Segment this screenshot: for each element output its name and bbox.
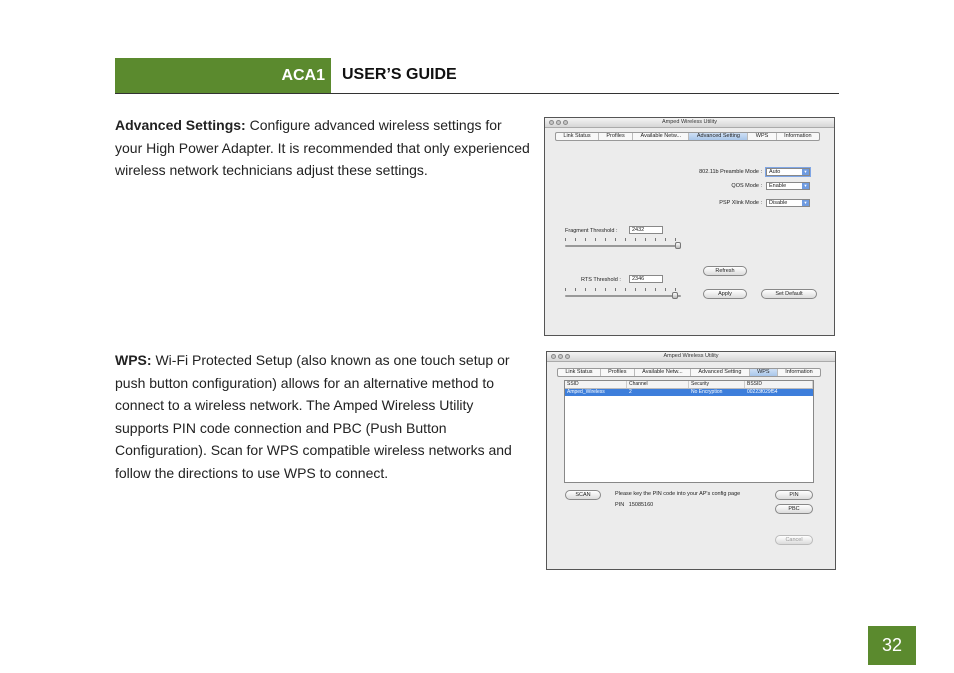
cell-bssid: 00223f029f54 — [747, 389, 778, 395]
slider-ticks — [565, 238, 681, 241]
window-titlebar — [545, 118, 834, 128]
column-ssid[interactable]: SSID — [565, 381, 627, 388]
fragment-threshold-input[interactable]: 2432 — [629, 226, 663, 234]
tab-profiles[interactable]: Profiles — [601, 369, 635, 376]
wps-heading: WPS: — [115, 352, 152, 368]
slider-track — [565, 295, 681, 297]
pin-code-value: 15085160 — [628, 502, 654, 508]
tab-information[interactable]: Information — [784, 133, 812, 139]
apply-button[interactable]: Apply — [703, 289, 747, 299]
set-default-button[interactable]: Set Default — [761, 289, 817, 299]
tab-advanced-setting[interactable]: Advanced Setting — [689, 133, 748, 140]
window-titlebar — [547, 352, 835, 362]
pin-code-label: PIN — [615, 502, 625, 508]
rts-threshold-slider[interactable] — [565, 288, 681, 300]
advanced-settings-body: Configure advanced wireless settings for your High Power Adapter. It is recommended that only experienced wireless network technicians adjust these settings. — [115, 117, 530, 179]
tab-available-netw[interactable]: Available Netw... — [633, 133, 689, 140]
tab-wps[interactable]: WPS — [748, 133, 776, 140]
page-number: 32 — [868, 626, 916, 665]
minimize-dot-icon[interactable] — [558, 354, 563, 359]
minimize-dot-icon[interactable] — [556, 120, 561, 125]
zoom-dot-icon[interactable] — [565, 354, 570, 359]
window-controls — [549, 120, 568, 125]
psp-value: Disable — [769, 200, 788, 206]
cell-ssid: Amped_Wireless — [567, 389, 605, 395]
tab-wps[interactable]: WPS — [750, 369, 778, 376]
wps-paragraph — [115, 349, 530, 485]
wps-network-list[interactable] — [564, 380, 814, 483]
slider-track — [565, 245, 681, 247]
tab-information[interactable]: Information — [785, 369, 813, 375]
dropdown-arrow-icon: ▼ — [803, 183, 808, 188]
scan-button[interactable]: SCAN — [565, 490, 601, 500]
refresh-button[interactable]: Refresh — [703, 266, 747, 276]
list-header — [565, 381, 813, 389]
rts-threshold-input[interactable]: 2346 — [629, 275, 663, 283]
advanced-settings-heading: Advanced Settings: — [115, 117, 246, 133]
column-security[interactable]: Security — [689, 381, 745, 388]
preamble-value: Auto — [769, 169, 781, 175]
dropdown-arrow-icon: ▼ — [803, 200, 808, 205]
pin-button[interactable]: PIN — [775, 490, 813, 500]
psp-label: PSP Xlink Mode : — [719, 200, 762, 206]
advanced-settings-paragraph — [115, 114, 530, 182]
qos-value: Enable — [769, 183, 787, 189]
column-bssid[interactable]: BSSID — [745, 381, 813, 388]
tab-bar — [555, 132, 820, 141]
qos-label: QOS Mode : — [731, 183, 762, 189]
close-dot-icon[interactable] — [549, 120, 554, 125]
window-controls — [551, 354, 570, 359]
cancel-button[interactable]: Cancel — [775, 535, 813, 545]
zoom-dot-icon[interactable] — [563, 120, 568, 125]
pbc-button[interactable]: PBC — [775, 504, 813, 514]
pin-instructions: Please key the PIN code into your AP's config page — [615, 491, 741, 497]
dropdown-arrow-icon: ▼ — [803, 169, 808, 174]
slider-knob[interactable] — [672, 292, 678, 299]
table-row[interactable] — [565, 389, 813, 396]
window-title: Amped Wireless Utility — [661, 119, 717, 125]
wps-screenshot — [546, 351, 836, 570]
advanced-setting-screenshot — [544, 117, 835, 336]
tab-bar — [557, 368, 821, 377]
tab-profiles[interactable]: Profiles — [599, 133, 633, 140]
tab-advanced-setting[interactable]: Advanced Setting — [691, 369, 750, 376]
slider-knob[interactable] — [675, 242, 681, 249]
fragment-threshold-label: Fragment Threshold : — [565, 228, 618, 234]
cell-security: No Encryption — [691, 389, 723, 395]
header-product-band — [115, 58, 331, 93]
tab-link-status[interactable]: Link Status — [556, 133, 599, 140]
preamble-label: 802.11b Preamble Mode : — [699, 169, 762, 175]
cell-channel: 2 — [629, 389, 632, 395]
header-title: USER’S GUIDE — [342, 66, 457, 83]
tab-available-netw[interactable]: Available Netw... — [635, 369, 691, 376]
psp-select[interactable] — [766, 199, 810, 207]
close-dot-icon[interactable] — [551, 354, 556, 359]
slider-ticks — [565, 288, 681, 291]
pin-code-row — [615, 502, 653, 508]
header-divider — [115, 93, 839, 94]
preamble-select[interactable] — [766, 168, 810, 176]
tab-link-status[interactable]: Link Status — [558, 369, 601, 376]
column-channel[interactable]: Channel — [627, 381, 689, 388]
qos-select[interactable] — [766, 182, 810, 190]
fragment-threshold-slider[interactable] — [565, 238, 681, 250]
rts-threshold-label: RTS Threshold : — [581, 277, 621, 283]
header-product: ACA1 — [281, 66, 325, 84]
wps-body: Wi-Fi Protected Setup (also known as one touch setup or push button configuration) allows for an alternative method to connect to a wireless network. The Amped Wireless Utility supports PIN code connection and PBC (Push Button Configuration). Scan for WPS compatible wireless networks and follow the directions to use WPS to connect. — [115, 352, 512, 481]
window-title: Amped Wireless Utility — [663, 353, 719, 359]
